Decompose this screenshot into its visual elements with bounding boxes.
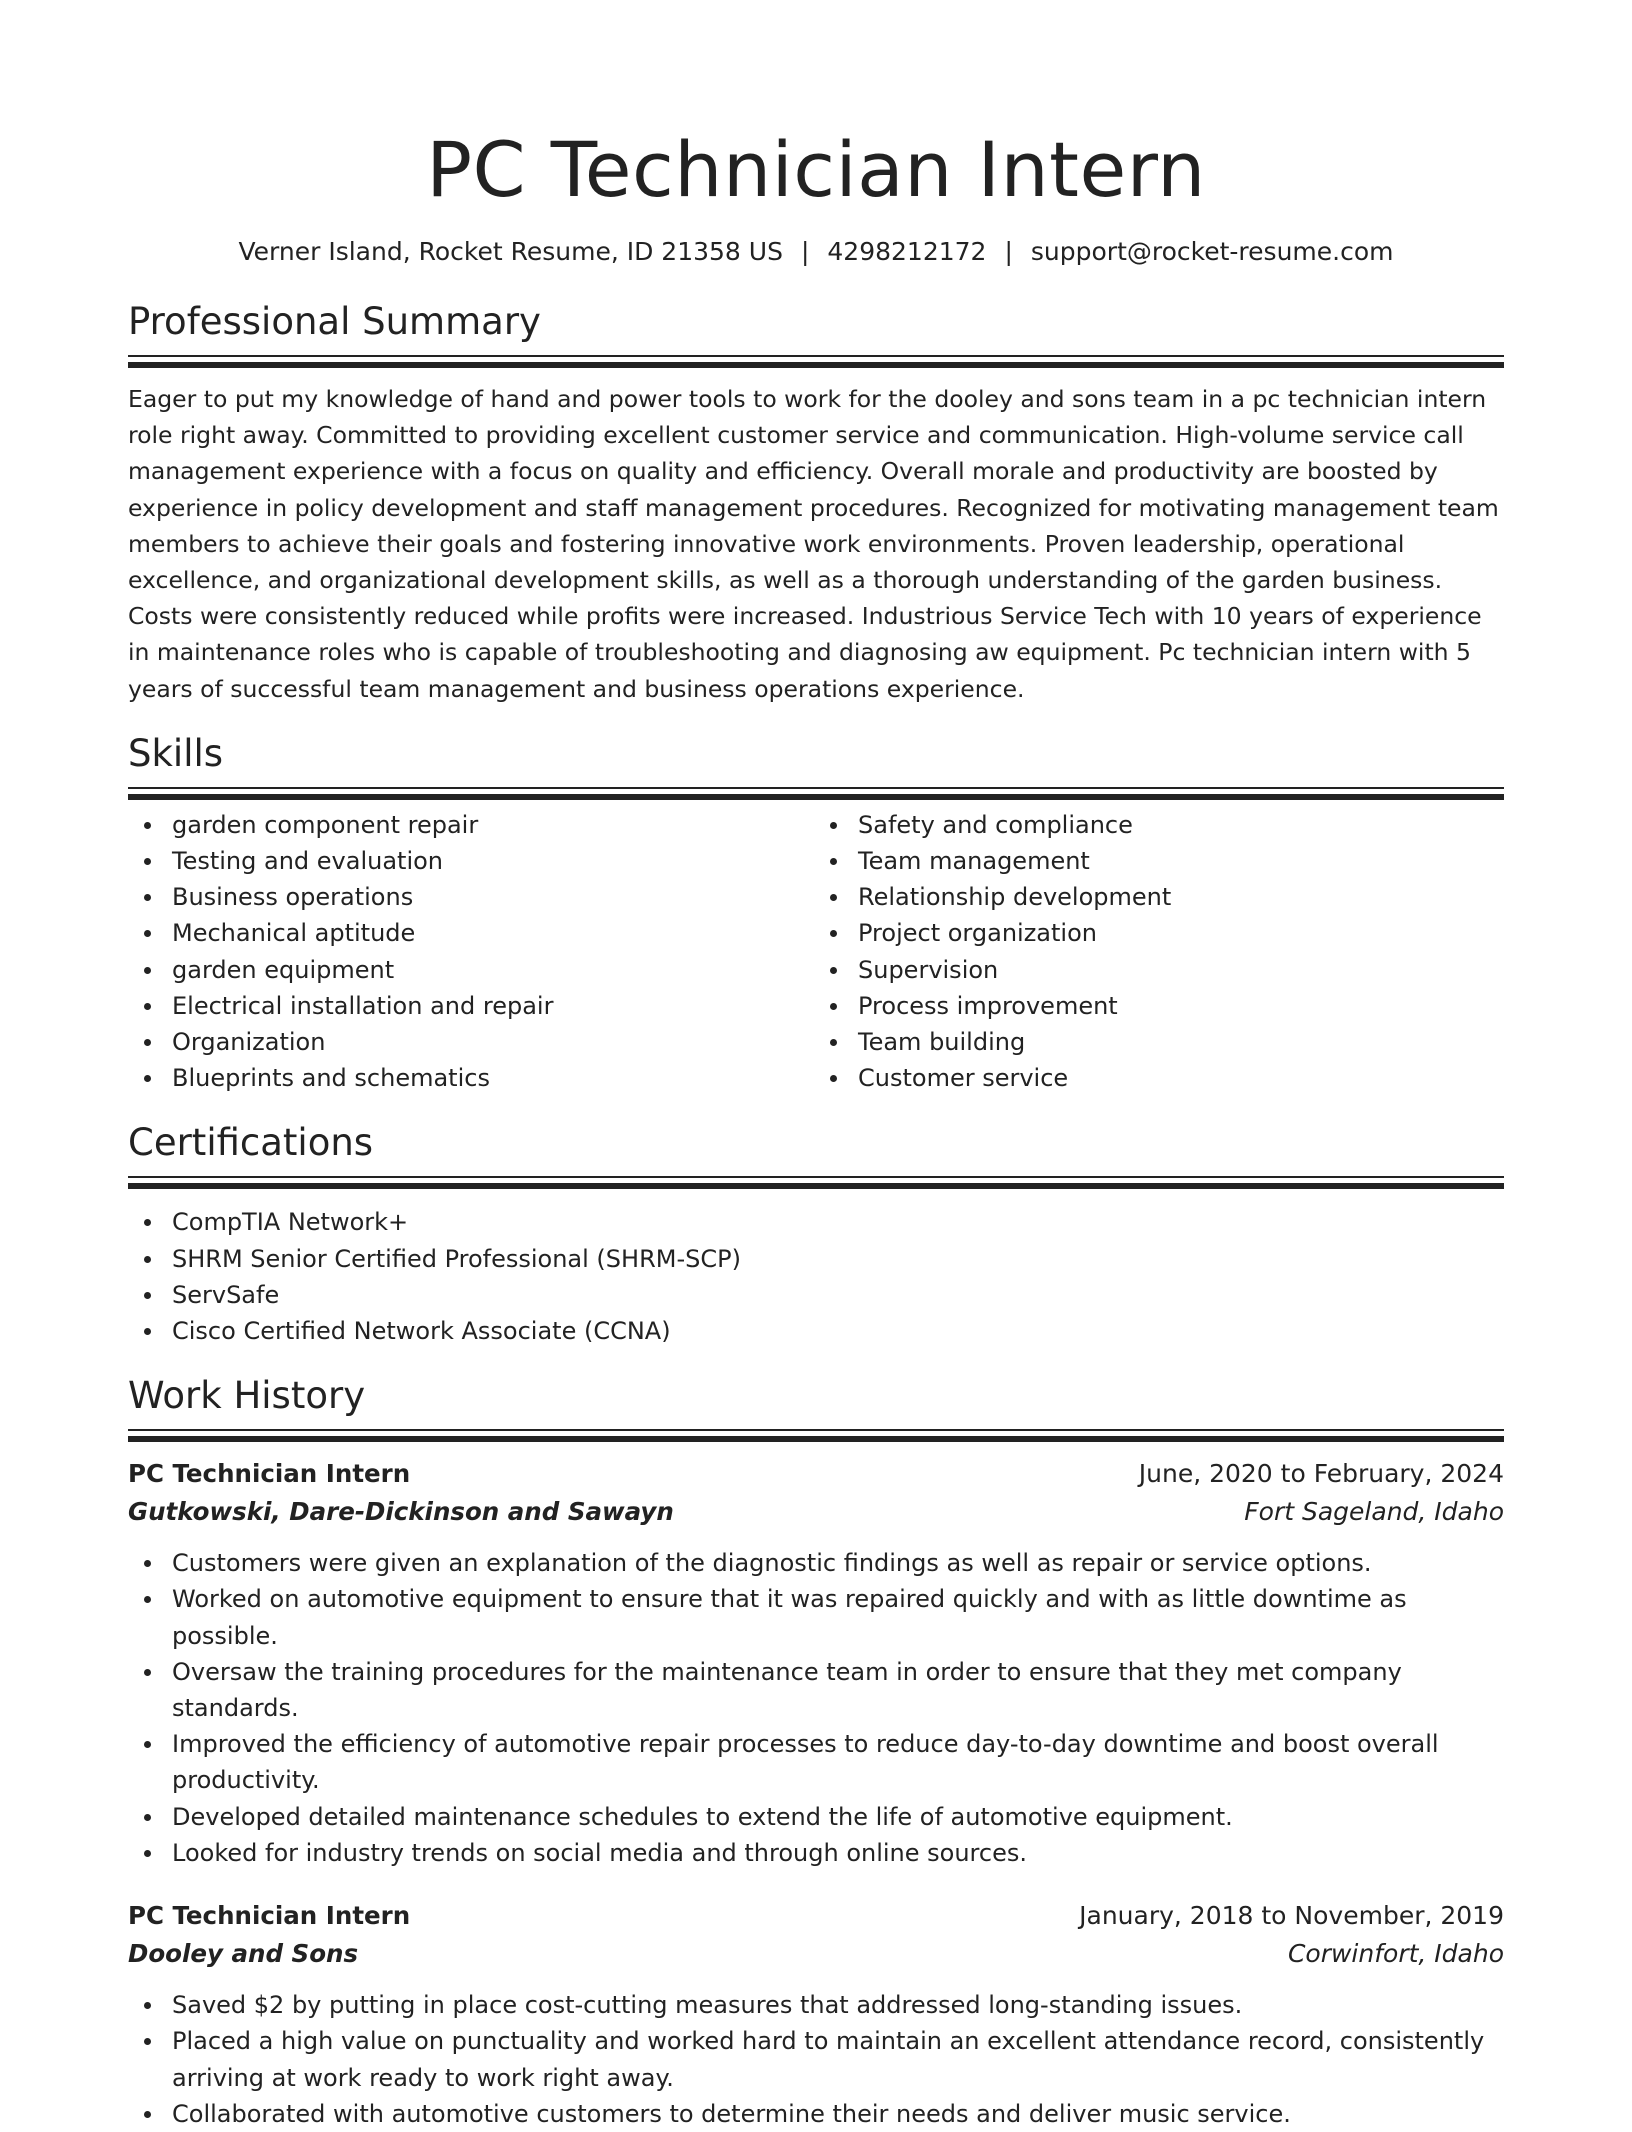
summary-section — [128, 297, 1504, 707]
job-bullet: Collaborated with automotive customers to determine their needs and deliver music service. — [128, 2096, 1504, 2132]
skill-item: Blueprints and schematics — [128, 1060, 816, 1096]
skill-item: Project organization — [814, 915, 1504, 951]
skill-item: garden equipment — [128, 952, 816, 988]
certification-item: Cisco Certified Network Associate (CCNA) — [128, 1313, 1504, 1349]
job-bullet: Looked for industry trends on social media and through online sources. — [128, 1835, 1504, 1871]
summary-text: Eager to put my knowledge of hand and power tools to work for the dooley and sons team in a pc technician intern role right away. Committed to providing excellent customer service and communication. High-volume service call management experience with a focus on quality and efficiency. Overall morale and productivity are boosted by experience in policy development and staff management procedures. Recognized for motivating management team members to achieve their goals and fostering innovative work environments. Proven leadership, operational excellence, and organizational development skills, as well as a thorough understanding of the garden business. Costs were consistently reduced while profits were increased. Industrious Service Tech with 10 years of experience in maintenance roles who is capable of troubleshooting and diagnosing aw equipment. Pc technician intern with 5 years of successful team management and business operations experience. — [128, 385, 1499, 703]
skills-column-right — [816, 807, 1504, 1097]
skills-column-left — [128, 807, 816, 1097]
job-company: Gutkowski, Dare-Dickinson and Sawayn — [128, 1497, 674, 1527]
job-bullet: Customers were given an explanation of the diagnostic findings as well as repair or service options. — [128, 1545, 1504, 1581]
skill-item: Electrical installation and repair — [128, 988, 816, 1024]
section-title-skills: Skills — [128, 731, 224, 775]
certification-item: SHRM Senior Certified Professional (SHRM-SCP) — [128, 1241, 1504, 1277]
job-bullet: Improved the efficiency of automotive repair processes to reduce day-to-day downtime and boost overall productivity. — [128, 1726, 1504, 1798]
certifications-list — [128, 1204, 1504, 1349]
contact-phone: 4298212172 — [827, 237, 987, 266]
section-divider — [128, 1429, 1504, 1443]
job-company: Dooley and Sons — [128, 1939, 359, 1969]
skill-item: garden component repair — [128, 807, 816, 843]
contact-line — [128, 234, 1504, 270]
section-title-summary: Professional Summary — [128, 300, 541, 343]
job-header — [128, 1455, 1504, 1493]
section-divider — [128, 1176, 1504, 1190]
job-title: PC Technician Intern — [128, 1459, 411, 1489]
skill-item: Relationship development — [814, 879, 1504, 915]
contact-address: Verner Island, Rocket Resume, ID 21358 US — [238, 237, 783, 266]
job-bullet: Saved $2 by putting in place cost-cutting measures that addressed long-standing issues. — [128, 1987, 1504, 2023]
work-history-section — [128, 1371, 1504, 2132]
skill-item: Team management — [814, 843, 1504, 879]
skill-item: Mechanical aptitude — [128, 915, 816, 951]
contact-email: support@rocket-resume.com — [1030, 237, 1394, 266]
section-title-work-history: Work History — [128, 1374, 366, 1418]
job-location: Fort Sageland, Idaho — [1244, 1497, 1504, 1527]
skill-item: Supervision — [814, 952, 1504, 988]
certification-item: CompTIA Network+ — [128, 1204, 1504, 1240]
skills-grid — [128, 807, 1504, 1097]
job-location: Corwinfort, Idaho — [1287, 1939, 1504, 1969]
skill-item: Customer service — [814, 1060, 1504, 1096]
job-entry — [128, 1455, 1504, 1871]
section-title-certifications: Certifications — [128, 1121, 374, 1165]
skill-item: Testing and evaluation — [128, 843, 816, 879]
job-bullet: Developed detailed maintenance schedules to extend the life of automotive equipment. — [128, 1799, 1504, 1835]
job-bullets — [128, 1987, 1504, 2132]
job-bullets — [128, 1545, 1504, 1871]
skill-item: Process improvement — [814, 988, 1504, 1024]
contact-separator: | — [800, 237, 810, 266]
certification-item: ServSafe — [128, 1277, 1504, 1313]
resume-page — [128, 0, 1504, 2132]
certifications-section — [128, 1118, 1504, 1349]
job-bullet: Worked on automotive equipment to ensure that it was repaired quickly and with as little downtime as possible. — [128, 1581, 1504, 1653]
section-divider — [128, 355, 1504, 369]
contact-separator: | — [1004, 237, 1013, 266]
skill-item: Safety and compliance — [814, 807, 1504, 843]
job-subheader — [128, 1935, 1504, 1973]
job-subheader — [128, 1493, 1504, 1531]
job-entry — [128, 1897, 1504, 2132]
job-header — [128, 1897, 1504, 1935]
skills-section — [128, 729, 1504, 1097]
skill-item: Team building — [814, 1024, 1504, 1060]
section-divider — [128, 787, 1504, 801]
job-title: PC Technician Intern — [128, 1901, 411, 1931]
job-dates: January, 2018 to November, 2019 — [1079, 1901, 1504, 1931]
skill-item: Organization — [128, 1024, 816, 1060]
job-bullet: Placed a high value on punctuality and worked hard to maintain an excellent attendance record, consistently arriving at work ready to work right away. — [128, 2023, 1504, 2095]
skill-item: Business operations — [128, 879, 816, 915]
candidate-name: PC Technician Intern — [426, 125, 1206, 214]
job-dates: June, 2020 to February, 2024 — [1138, 1459, 1504, 1489]
job-bullet: Oversaw the training procedures for the maintenance team in order to ensure that they met company standards. — [128, 1654, 1504, 1726]
